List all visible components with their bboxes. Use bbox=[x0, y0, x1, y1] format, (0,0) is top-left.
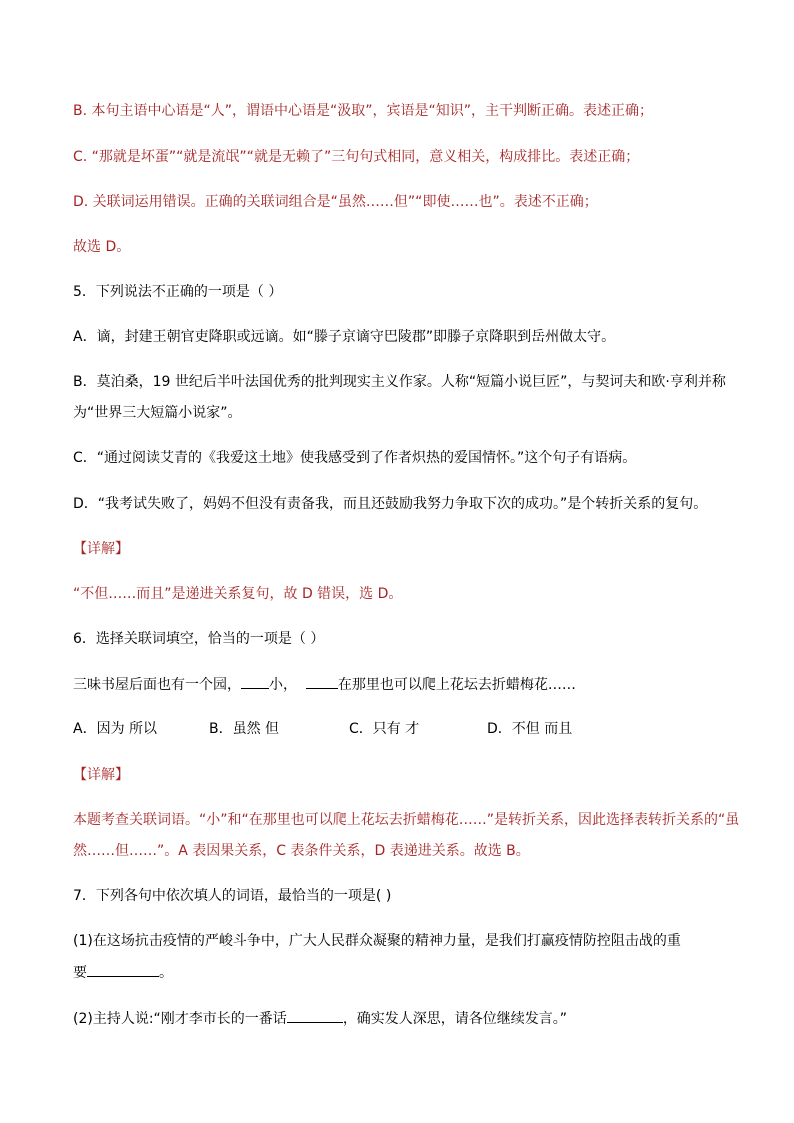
question-7-sentence-2 bbox=[73, 1008, 567, 1029]
question-6-option-c: C．只有 才 bbox=[349, 721, 420, 737]
question-6-detail-line2: 然……但……”。A 表因果关系，C 表条件关系，D 表递进关系。故选 B。 bbox=[73, 843, 530, 859]
answer-option-b: B. 本句主语中心语是“人”，谓语中心语是“汲取”，宾语是“知识”，主干判断正确。表述正确； bbox=[73, 103, 654, 119]
question-6-sentence bbox=[73, 674, 576, 695]
question-5-option-c: C．“通过阅读艾青的《我爱这土地》使我感受到了作者炽热的爱国情怀。”这个句子有语病。 bbox=[73, 450, 637, 466]
question-6-sentence-part-c: 在那里也可以爬上花坛去折蜡梅花…… bbox=[337, 677, 576, 693]
question-5-option-a: A．谪，封建王朝官吏降职或远谪。如“滕子京谪守巴陵郡”即滕子京降职到岳州做太守。 bbox=[73, 329, 616, 345]
question-6-options bbox=[73, 719, 572, 739]
question-5-option-d: D．“我考试失败了，妈妈不但没有责备我，而且还鼓励我努力争取下次的成功。”是个转折关系的复句。 bbox=[73, 496, 708, 512]
question-5-detail-heading: 【详解】 bbox=[73, 541, 129, 557]
question-7-sentence-1-part-b: 。 bbox=[159, 965, 173, 981]
fill-blank-2 bbox=[306, 674, 338, 689]
question-7-stem: 7．下列各句中依次填人的词语，最恰当的一项是( ) bbox=[73, 888, 392, 904]
answer-option-d: D. 关联词运用错误。正确的关联词组合是“虽然……但”“即使……也”。表述不正确； bbox=[73, 194, 598, 210]
question-6-sentence-part-b: 小， bbox=[269, 677, 297, 693]
question-6-option-b: B．虽然 但 bbox=[209, 721, 280, 737]
question-6-sentence-part-a: 三味书屋后面也有一个园， bbox=[73, 677, 241, 693]
question-5-option-b-line1: B．莫泊桑，19 世纪后半叶法国优秀的批判现实主义作家。人称“短篇小说巨匠”，与契诃夫和欧·亨利并称 bbox=[73, 374, 726, 390]
question-6-stem: 6．选择关联词填空，恰当的一项是（ ） bbox=[73, 631, 325, 647]
answer-option-c: C. “那就是坏蛋”“就是流氓”“就是无赖了”三句句式相同，意义相关，构成排比。表述正确； bbox=[73, 149, 640, 165]
fill-blank-3 bbox=[87, 962, 159, 977]
question-6-option-d: D．不但 而且 bbox=[487, 721, 573, 737]
question-7-sentence-1-part-a: 要 bbox=[73, 965, 87, 981]
fill-blank-1 bbox=[241, 674, 269, 689]
question-5-stem: 5．下列说法不正确的一项是（ ） bbox=[73, 284, 283, 300]
answer-conclusion: 故选 D。 bbox=[73, 239, 131, 255]
question-6-option-a: A．因为 所以 bbox=[73, 721, 158, 737]
question-6-detail-heading: 【详解】 bbox=[73, 767, 129, 783]
question-5-option-b-line2: 为“世界三大短篇小说家”。 bbox=[73, 405, 242, 421]
question-7-sentence-2-part-b: ，确实发人深思，请各位继续发言。” bbox=[342, 1011, 568, 1027]
question-7-sentence-2-part-a: (2)主持人说:“刚才李市长的一番话 bbox=[73, 1011, 287, 1027]
question-5-detail: “不但……而且”是递进关系复句，故 D 错误，选 D。 bbox=[73, 586, 403, 602]
question-6-detail-line1: 本题考查关联词语。“小”和“在那里也可以爬上花坛去折蜡梅花……”是转折关系，因此选择表转折关系的“虽 bbox=[73, 812, 740, 828]
question-7-sentence-1-line2 bbox=[73, 962, 173, 983]
question-7-sentence-1-line1: (1)在这场抗击疫情的严峻斗争中，广大人民群众凝聚的精神力量，是我们打赢疫情防控阻击战的重 bbox=[73, 933, 681, 949]
fill-blank-4 bbox=[287, 1008, 343, 1023]
